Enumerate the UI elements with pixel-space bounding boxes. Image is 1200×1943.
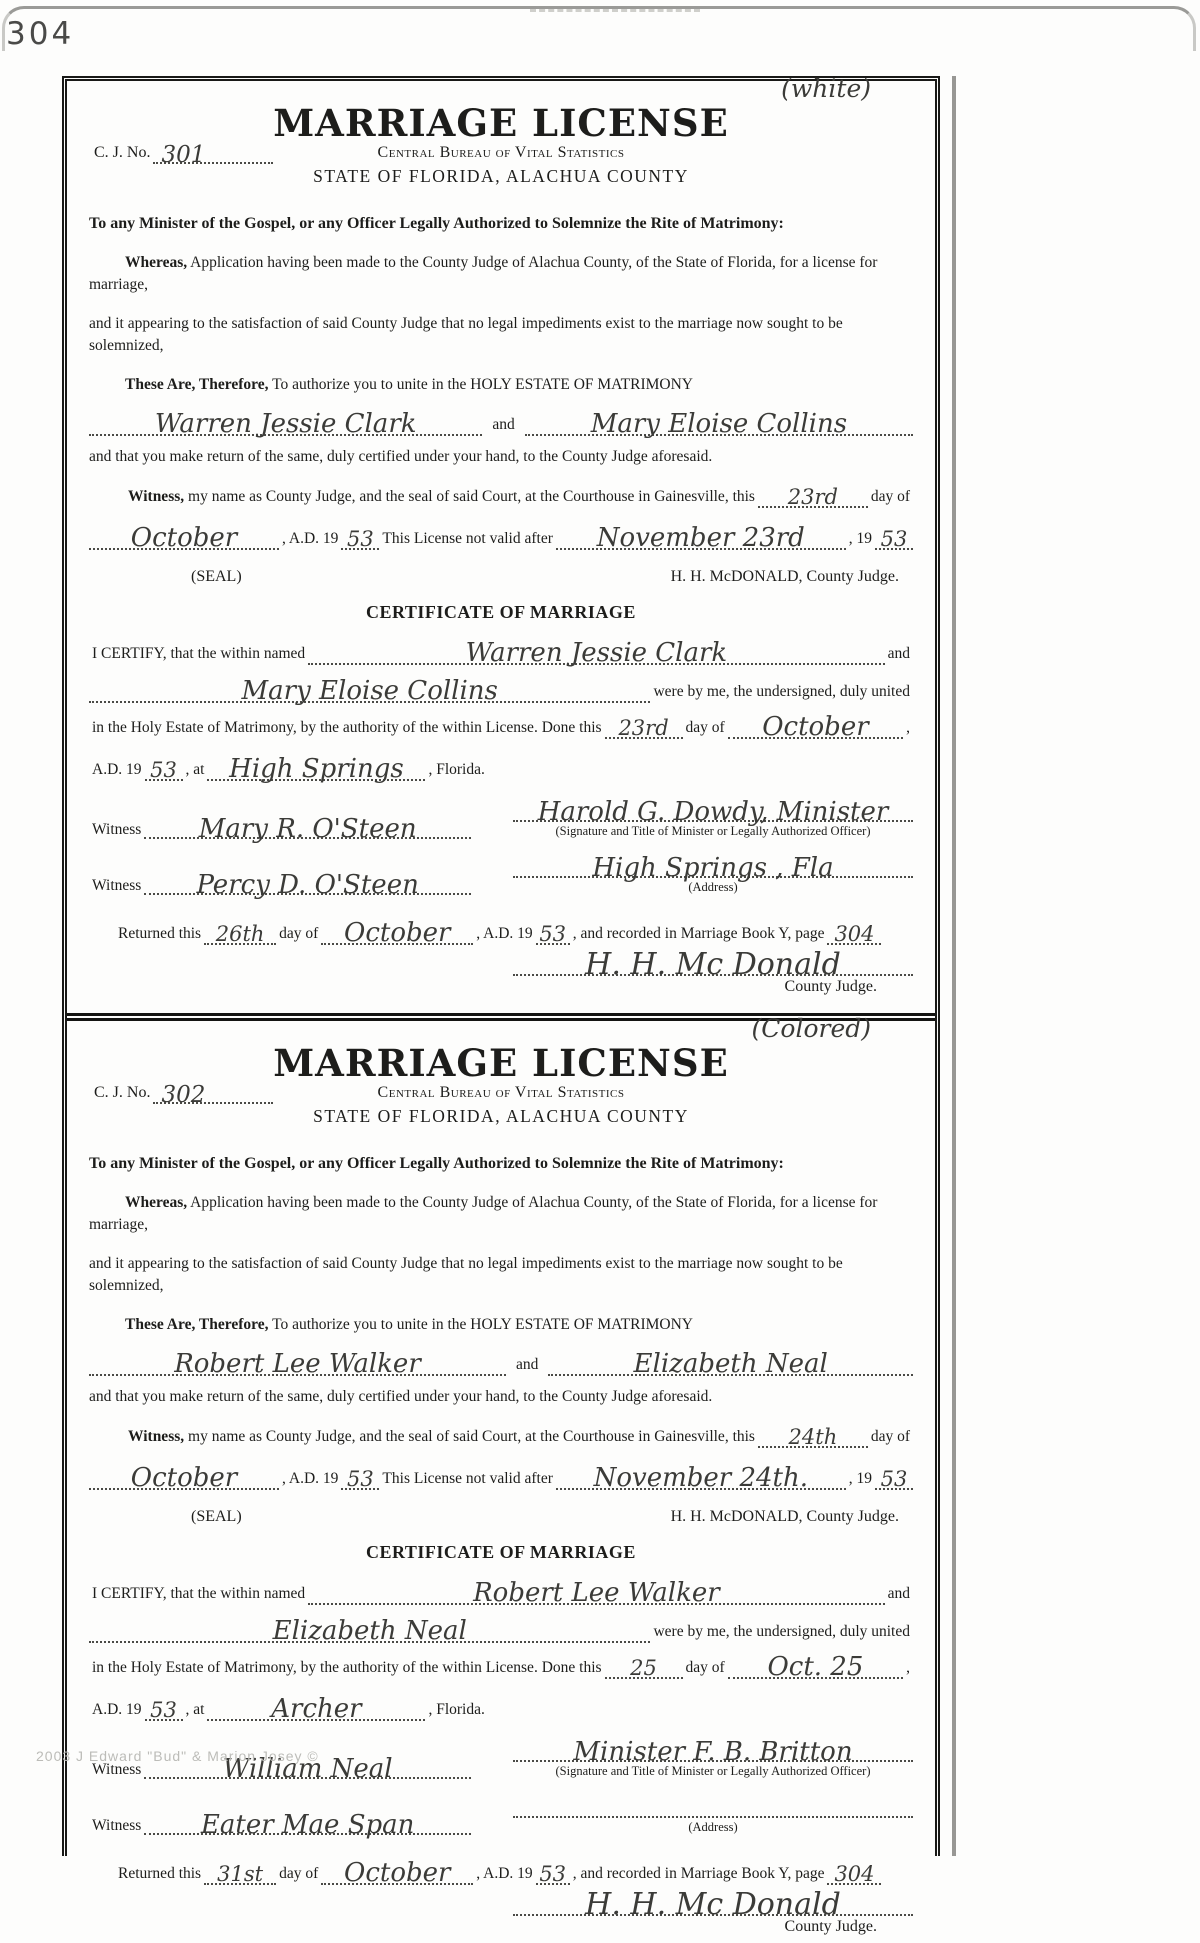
minister-signature-block <box>513 1736 913 1779</box>
county-judge-caption: County Judge. <box>784 978 877 995</box>
and-word: and <box>887 645 910 662</box>
returned-day-fill <box>204 921 276 945</box>
returned-line <box>89 911 913 948</box>
state-county-line: STATE OF FLORIDA, ALACHUA COUNTY <box>313 166 689 186</box>
minister-signature-block <box>513 796 913 839</box>
couple-names-row <box>89 402 913 439</box>
were-by-me-label: were by me, the undersigned, duly united <box>653 683 910 700</box>
scan-dash-artifact <box>530 9 700 12</box>
done-day-fill <box>605 1655 683 1679</box>
certify-lead: I CERTIFY, that the within named <box>92 645 306 662</box>
judge-signature-row <box>89 1887 913 1943</box>
returned-day-fill <box>204 1861 276 1885</box>
minister-signature: Minister F. B. Britton <box>573 1737 853 1767</box>
certify-bride-fill <box>89 675 650 706</box>
and-word: and <box>887 1585 910 1602</box>
bureau-subtitle: Central Bureau of Vital Statistics <box>377 144 625 161</box>
cj-number-value: 301 <box>161 142 206 168</box>
minister-signature-fill <box>513 796 913 827</box>
seal-row <box>89 568 913 586</box>
day-of-label: day of <box>870 488 910 505</box>
not-valid-year: 53 <box>880 1467 908 1491</box>
state-county-line: STATE OF FLORIDA, ALACHUA COUNTY <box>313 1106 689 1126</box>
race-classification-note: (white) <box>781 74 871 103</box>
returned-month: October <box>344 918 451 948</box>
witness-lead: Witness, my name as County Judge, and the seal of said Court, at the Courthouse in Gainesville, this <box>128 488 755 505</box>
witness-address-row <box>89 845 913 900</box>
marriage-license-record-302 <box>67 1014 935 1943</box>
these-lead: These Are, Therefore, <box>125 1316 269 1333</box>
seal-label: (SEAL) <box>191 568 242 585</box>
florida-label: , Florida. <box>428 1701 485 1718</box>
not-valid-year-fill <box>875 526 913 550</box>
groom-name: Robert Lee Walker <box>174 1349 421 1379</box>
witness-label: Witness <box>92 1817 142 1834</box>
authorize-line <box>89 1314 913 1336</box>
ad19-label: , A.D. 19 <box>476 925 533 942</box>
certify-line <box>89 1571 913 1608</box>
done-day: 23rd <box>618 716 669 740</box>
place-name: High Springs <box>229 754 404 784</box>
comma: , <box>906 1659 910 1676</box>
ad19b-label: A.D. 19 <box>92 761 142 778</box>
certify-groom-fill <box>308 1577 884 1608</box>
witness1-name: Mary R. O'Steen <box>198 814 417 844</box>
certify-bride-line <box>89 1609 913 1646</box>
minister-address-fill <box>513 852 913 883</box>
comma19-label: , 19 <box>848 1470 872 1487</box>
done-year-fill <box>145 1697 183 1721</box>
day-of-label: day of <box>279 925 319 942</box>
cj-label: C. J. No. <box>94 144 151 161</box>
witness2-name: Eater Mae Span <box>200 1810 415 1840</box>
and-word: and <box>492 416 515 433</box>
license-day-fill <box>758 484 868 508</box>
done-this-line <box>89 1649 913 1682</box>
certificate-title: CERTIFICATE OF MARRIAGE <box>366 1542 636 1562</box>
returned-year-fill <box>536 921 570 945</box>
license-year-fill <box>341 1466 379 1490</box>
minister-address-block <box>513 1798 913 1835</box>
done-month-fill <box>728 711 903 742</box>
witness1-fill <box>144 813 471 844</box>
returned-month-fill <box>321 917 473 948</box>
witness1-line <box>89 813 471 844</box>
license-month: October <box>130 523 238 553</box>
address-caption: (Address) <box>688 1820 738 1834</box>
done-year-fill <box>145 757 183 781</box>
impediments-line: and it appearing to the satisfaction of said County Judge that no legal impediments exist to the marriage now sought to be solemnized, <box>89 315 843 354</box>
license-year-fill <box>341 526 379 550</box>
license-year: 53 <box>347 527 374 551</box>
holy-lead: in the Holy Estate of Matrimony, by the authority of the within License. Done this <box>92 719 602 736</box>
judge-signature-block <box>513 947 913 1003</box>
florida-label: , Florida. <box>428 761 485 778</box>
ad19b-label: A.D. 19 <box>92 1701 142 1718</box>
witness2-fill <box>144 1809 471 1840</box>
comma: , <box>906 719 910 736</box>
minister-address: High Springs , Fla <box>592 853 834 883</box>
minister-address-fill <box>513 1798 913 1818</box>
certify-bride-fill <box>89 1615 650 1646</box>
witness-lead: Witness, my name as County Judge, and the seal of said Court, at the Courthouse in Gainesville, this <box>128 1428 755 1445</box>
ad19-label: , A.D. 19 <box>476 1865 533 1882</box>
salutation-line: To any Minister of the Gospel, or any Officer Legally Authorized to Solemnize the Rite of Matrimony: <box>89 215 784 232</box>
witness-label: Witness <box>92 821 142 838</box>
judge-signature-block <box>513 1887 913 1943</box>
form-frame <box>62 74 940 1935</box>
seal-row <box>89 1508 913 1526</box>
were-by-me-label: were by me, the undersigned, duly united <box>653 1623 910 1640</box>
certify-bride-name: Elizabeth Neal <box>272 1616 467 1646</box>
whereas-lead: Whereas, <box>125 254 188 271</box>
license-month: October <box>130 1463 238 1493</box>
race-classification-note: (Colored) <box>751 1014 871 1043</box>
witness-judge-line <box>89 484 913 508</box>
seal-label: (SEAL) <box>191 1508 242 1525</box>
form-title: MARRIAGE LICENSE <box>273 101 729 145</box>
whereas-rest: Application having been made to the County Judge of Alachua County, of the State of Florida, for a license for marriage, <box>89 254 878 293</box>
authorize-line <box>89 374 913 396</box>
place-fill <box>207 1693 425 1724</box>
returned-year: 53 <box>539 1862 567 1886</box>
bride-name-fill <box>548 1348 913 1379</box>
copyright-watermark: 2003 J Edward "Bud" & Marion Josey © <box>36 1748 319 1764</box>
judge-signature-fill <box>513 1887 913 1922</box>
these-rest: To authorize you to unite in the HOLY ESTATE OF MATRIMONY <box>268 376 693 393</box>
witness-label: Witness <box>92 877 142 894</box>
ad19-label: , A.D. 19 <box>282 530 339 547</box>
done-year: 53 <box>150 758 177 782</box>
whereas-rest: Application having been made to the County Judge of Alachua County, of the State of Florida, for a license for marriage, <box>89 1194 878 1233</box>
day-of-label: day of <box>685 719 725 736</box>
cj-number-line <box>91 141 273 168</box>
book-page-fill <box>827 1861 881 1885</box>
license-date-line <box>89 1456 913 1493</box>
license-day-fill <box>758 1424 868 1448</box>
signature-caption: (Signature and Title of Minister or Legally Authorized Officer) <box>555 824 871 838</box>
witness-minister-row <box>89 789 913 844</box>
certify-line <box>89 631 913 668</box>
whereas-lead: Whereas, <box>125 1194 188 1211</box>
not-valid-year-fill <box>875 1466 913 1490</box>
returned-day: 31st <box>217 1862 264 1886</box>
place-line <box>89 1687 913 1724</box>
license-year: 53 <box>347 1467 374 1491</box>
license-month-fill <box>89 522 279 553</box>
not-valid-fill <box>556 1462 846 1493</box>
certify-bride-name: Mary Eloise Collins <box>241 676 498 706</box>
certify-groom-name: Warren Jessie Clark <box>465 638 728 668</box>
return-line: and that you make return of the same, duly certified under your hand, to the County Judge aforesaid. <box>89 1388 713 1405</box>
license-day: 24th <box>788 1425 838 1449</box>
day-of-label: day of <box>870 1428 910 1445</box>
done-this-line <box>89 709 913 742</box>
bride-name: Elizabeth Neal <box>633 1349 828 1379</box>
book-page-number: 304 <box>6 16 75 52</box>
done-year: 53 <box>150 1698 177 1722</box>
book-page-value: 304 <box>834 922 875 946</box>
done-day-fill <box>605 715 683 739</box>
witness-label: Witness <box>92 1761 142 1778</box>
place-line <box>89 747 913 784</box>
bride-name-fill <box>525 408 913 439</box>
license-day: 23rd <box>787 485 838 509</box>
not-valid-year: 53 <box>880 527 908 551</box>
returned-month-fill <box>321 1857 473 1888</box>
whereas-line <box>89 252 913 296</box>
certify-groom-name: Robert Lee Walker <box>473 1578 720 1608</box>
not-valid-fill <box>556 522 846 553</box>
witness1-name: William Neal <box>222 1754 393 1784</box>
certificate-title: CERTIFICATE OF MARRIAGE <box>366 602 636 622</box>
and-word: and <box>515 1356 539 1373</box>
county-judge-caption: County Judge. <box>784 1918 877 1935</box>
minister-address-block <box>513 852 913 895</box>
bureau-subtitle: Central Bureau of Vital Statistics <box>377 1084 625 1101</box>
holy-lead: in the Holy Estate of Matrimony, by the authority of the within License. Done this <box>92 1659 602 1676</box>
bride-name: Mary Eloise Collins <box>590 409 848 439</box>
minister-signature-fill <box>513 1736 913 1767</box>
groom-name: Warren Jessie Clark <box>154 409 417 439</box>
not-valid-label: This License not valid after <box>382 1470 553 1487</box>
county-judge-printed-name: H. H. McDONALD, County Judge. <box>670 568 899 585</box>
these-rest: To authorize you to unite in the HOLY ESTATE OF MATRIMONY <box>268 1316 693 1333</box>
witness-judge-line <box>89 1424 913 1448</box>
address-caption: (Address) <box>688 880 738 894</box>
place-name: Archer <box>271 1694 362 1724</box>
witness2-line <box>89 1809 471 1840</box>
county-judge-printed-name: H. H. McDONALD, County Judge. <box>670 1508 899 1525</box>
returned-lead: Returned this <box>118 1865 202 1882</box>
not-valid-label: This License not valid after <box>382 530 553 547</box>
judge-signature-row <box>89 947 913 1003</box>
returned-year-fill <box>536 1861 570 1885</box>
certify-lead: I CERTIFY, that the within named <box>92 1585 306 1602</box>
judge-signature: H. H. Mc Donald <box>585 947 841 982</box>
done-month: Oct. 25 <box>767 1652 864 1682</box>
done-month-fill <box>728 1651 903 1682</box>
witness2-line <box>89 869 471 900</box>
groom-name-fill <box>89 408 482 439</box>
certify-bride-line <box>89 669 913 706</box>
impediments-line: and it appearing to the satisfaction of said County Judge that no legal impediments exist to the marriage now sought to be solemnized, <box>89 1255 843 1294</box>
returned-month: October <box>344 1858 451 1888</box>
returned-day: 26th <box>215 922 265 946</box>
book-binding-shadow <box>952 76 956 1856</box>
judge-signature-fill <box>513 947 913 982</box>
not-valid-date: November 24th. <box>593 1463 809 1493</box>
returned-lead: Returned this <box>118 925 202 942</box>
not-valid-date: November 23rd <box>596 523 805 553</box>
license-date-line <box>89 516 913 553</box>
place-fill <box>207 753 425 784</box>
return-line: and that you make return of the same, duly certified under your hand, to the County Judge aforesaid. <box>89 448 713 465</box>
cj-number-fill <box>153 1081 273 1108</box>
recorded-label: , and recorded in Marriage Book Y, page <box>572 1865 825 1882</box>
book-page-fill <box>827 921 881 945</box>
whereas-line <box>89 1192 913 1236</box>
returned-year: 53 <box>539 922 567 946</box>
signature-caption: (Signature and Title of Minister or Legally Authorized Officer) <box>555 1764 871 1778</box>
day-of-label: day of <box>685 1659 725 1676</box>
cj-number-value: 302 <box>161 1082 206 1108</box>
form-title: MARRIAGE LICENSE <box>273 1041 729 1085</box>
ad19-label: , A.D. 19 <box>282 1470 339 1487</box>
recorded-label: , and recorded in Marriage Book Y, page <box>572 925 825 942</box>
returned-line <box>89 1851 913 1888</box>
these-lead: These Are, Therefore, <box>125 376 269 393</box>
at-label: , at <box>185 761 205 778</box>
done-month: October <box>762 712 869 742</box>
day-of-label: day of <box>279 1865 319 1882</box>
salutation-line: To any Minister of the Gospel, or any Officer Legally Authorized to Solemnize the Rite of Matrimony: <box>89 1155 784 1172</box>
witness2-name: Percy D. O'Steen <box>196 870 419 900</box>
judge-signature: H. H. Mc Donald <box>585 1887 841 1922</box>
cj-number-fill <box>153 141 273 168</box>
certify-groom-fill <box>308 637 884 668</box>
witness2-fill <box>144 869 471 900</box>
couple-names-row <box>89 1342 913 1379</box>
minister-signature: Harold G. Dowdy, Minister <box>537 797 889 827</box>
book-page-value: 304 <box>834 1862 875 1886</box>
done-day: 25 <box>630 1656 657 1680</box>
license-month-fill <box>89 1462 279 1493</box>
groom-name-fill <box>89 1348 506 1379</box>
cj-number-line <box>91 1081 273 1108</box>
cj-label: C. J. No. <box>94 1084 151 1101</box>
witness-address-row <box>89 1785 913 1840</box>
marriage-license-record-301 <box>67 74 935 1003</box>
comma19-label: , 19 <box>848 530 872 547</box>
scan-page-edge <box>2 6 1196 51</box>
at-label: , at <box>185 1701 205 1718</box>
